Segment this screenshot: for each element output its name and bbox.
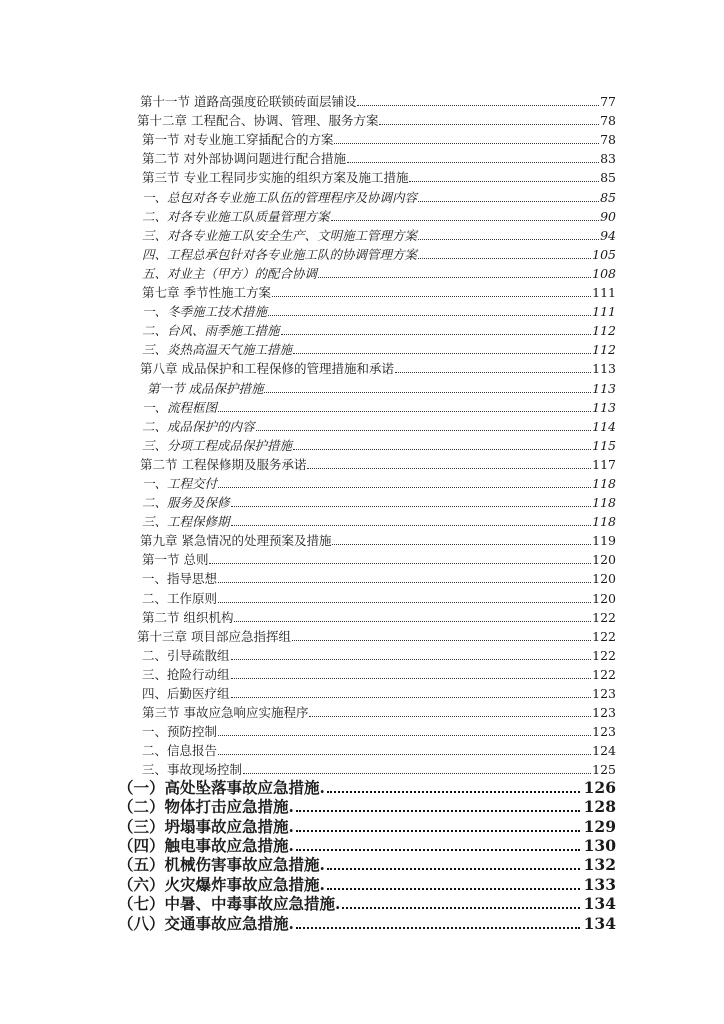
toc-entry[interactable] (142, 166, 616, 185)
toc-dot-leader (231, 524, 592, 526)
toc-entry-page: 134 (583, 894, 616, 914)
toc-entry[interactable] (142, 434, 616, 453)
toc-entry[interactable] (140, 90, 616, 109)
toc-entry-page: 94 (600, 227, 616, 243)
toc-entry-page: 128 (583, 797, 616, 817)
toc-entry[interactable] (142, 739, 616, 758)
toc-entry-title: 第十一节 道路高强度砼联锁砖面层铺设 (140, 94, 357, 110)
toc-entry[interactable] (118, 777, 616, 796)
toc-dot-leader (231, 658, 592, 660)
toc-entry[interactable] (118, 894, 616, 913)
toc-entry-title: 三、分项工程成品保护措施 (142, 437, 293, 453)
toc-entry-page: 85 (600, 189, 616, 205)
toc-entry-title: 第二节 对外部协调问题进行配合措施 (142, 151, 346, 167)
toc-entry-page: 111 (592, 285, 616, 301)
toc-dot-leader (268, 314, 591, 316)
toc-entry-page: 125 (592, 762, 616, 778)
toc-entry[interactable] (142, 720, 616, 739)
toc-entry-page: 122 (592, 609, 616, 625)
toc-entry-page: 130 (583, 835, 616, 855)
toc-entry-title: 二、引导疏散组 (142, 647, 230, 663)
toc-entry-page: 120 (592, 571, 616, 587)
toc-entry-title: 一、流程框图 (142, 399, 218, 415)
toc-entry-title: 第一节 总则 (142, 552, 209, 568)
toc-entry[interactable] (142, 319, 616, 338)
toc-entry-title: 三、抢险行动组 (142, 666, 230, 682)
toc-entry-page: 113 (592, 399, 616, 415)
toc-entry-page: 108 (592, 265, 616, 281)
toc-entry-page: 77 (600, 94, 616, 110)
toc-entry[interactable] (142, 243, 616, 262)
toc-entry-title: 第二节 工程保修期及服务承诺 (140, 456, 307, 472)
toc-dot-leader (379, 123, 599, 125)
toc-entry-title: 一、冬季施工技术措施 (142, 304, 268, 320)
toc-dot-leader (231, 696, 592, 698)
toc-entry[interactable] (137, 625, 616, 644)
toc-entry-title: 二、信息报告 (142, 743, 218, 759)
toc-dot-leader (418, 200, 599, 202)
toc-entry-page: 83 (600, 151, 616, 167)
toc-entry-title: （八）交通事故应急措施. (118, 913, 294, 933)
toc-dot-leader (296, 926, 580, 929)
toc-entry-title: 第一节 对专业施工穿插配合的方案 (142, 132, 334, 148)
toc-entry-title: 三、对各专业施工队安全生产、文明施工管理方案 (142, 227, 418, 243)
toc-entry-page: 115 (592, 437, 616, 453)
toc-entry-title: 三、工程保修期 (142, 514, 230, 530)
toc-entry-title: 第一节 成品保护措施 (147, 380, 264, 396)
toc-entry[interactable] (142, 701, 616, 720)
toc-entry-title: 二、成品保护的内容 (142, 418, 255, 434)
toc-entry-title: （一）高处坠落事故应急措施. (118, 777, 325, 797)
toc-dot-leader (243, 772, 591, 774)
toc-entry-page: 119 (592, 533, 616, 549)
toc-dot-leader (264, 391, 591, 393)
toc-entry-page: 113 (592, 380, 616, 396)
toc-entry[interactable] (142, 300, 616, 319)
toc-entry-page: 114 (592, 418, 616, 434)
toc-entry[interactable] (142, 338, 616, 357)
toc-entry[interactable] (147, 376, 616, 395)
toc-entry-page: 122 (592, 666, 616, 682)
toc-dot-leader (218, 601, 591, 603)
toc-entry[interactable] (118, 816, 616, 835)
toc-dot-leader (218, 410, 591, 412)
toc-dot-leader (347, 161, 599, 163)
toc-dot-leader (342, 906, 579, 909)
toc-dot-leader (332, 543, 591, 545)
toc-dot-leader (218, 734, 591, 736)
toc-entry[interactable] (118, 913, 616, 932)
toc-entry[interactable] (142, 262, 616, 281)
toc-entry-title: 二、服务及保修 (142, 495, 230, 511)
toc-dot-leader (296, 848, 580, 851)
toc-dot-leader (209, 562, 591, 564)
toc-dot-leader (272, 295, 591, 297)
toc-entry[interactable] (142, 491, 616, 510)
toc-dot-leader (231, 677, 592, 679)
toc-entry[interactable] (142, 644, 616, 663)
toc-entry-page: 120 (592, 590, 616, 606)
toc-dot-leader (327, 867, 580, 870)
toc-entry-page: 122 (592, 647, 616, 663)
toc-entry-page: 134 (583, 913, 616, 933)
toc-dot-leader (293, 352, 591, 354)
toc-entry[interactable] (142, 205, 616, 224)
toc-entry-title: 三、炎热高温天气施工措施 (142, 342, 293, 358)
toc-entry-page: 78 (600, 132, 616, 148)
toc-entry-page: 117 (592, 456, 616, 472)
toc-dot-leader (309, 715, 591, 717)
toc-entry-title: 第三节 事故应急响应实施程序 (142, 705, 309, 721)
toc-entry-page: 126 (583, 777, 616, 797)
toc-entry-title: 一、总包对各专业施工队伍的管理程序及协调内容 (142, 189, 418, 205)
toc-entry-page: 85 (600, 170, 616, 186)
toc-entry-title: 四、后勤医疗组 (142, 686, 230, 701)
toc-entry-title: （四）触电事故应急措施. (118, 835, 294, 855)
toc-entry[interactable] (142, 567, 616, 586)
toc-entry[interactable] (142, 128, 616, 147)
table-of-contents (0, 90, 724, 933)
toc-entry-title: （五）机械伤害事故应急措施. (118, 855, 325, 875)
toc-entry-page: 118 (592, 514, 616, 530)
toc-dot-leader (331, 219, 600, 221)
toc-entry[interactable] (118, 855, 616, 874)
toc-dot-leader (256, 429, 592, 431)
toc-entry-title: 一、工程交付 (142, 475, 218, 491)
toc-entry-page: 90 (600, 208, 616, 224)
toc-entry-title: 四、工程总承包针对各专业施工队的协调管理方案 (142, 246, 418, 262)
toc-entry-title: （二）物体打击应急措施. (118, 797, 294, 817)
toc-entry-title: （七）中暑、中毒事故应急措施. (118, 894, 341, 914)
toc-entry[interactable] (142, 758, 616, 777)
toc-dot-leader (218, 581, 591, 583)
toc-entry-page: 118 (592, 495, 616, 511)
toc-entry-page: 122 (592, 628, 616, 644)
toc-entry[interactable] (142, 606, 616, 625)
toc-entry[interactable] (140, 529, 616, 548)
toc-dot-leader (296, 829, 580, 832)
toc-entry[interactable] (118, 797, 616, 816)
toc-entry-page: 124 (592, 743, 616, 759)
toc-entry-page: 133 (583, 874, 616, 894)
toc-entry-title: 二、对各专业施工队质量管理方案 (142, 208, 330, 224)
toc-entry[interactable] (140, 453, 616, 472)
toc-dot-leader (318, 276, 591, 278)
toc-entry[interactable] (118, 836, 616, 855)
toc-entry-title: （三）坍塌事故应急措施. (118, 816, 294, 836)
toc-entry-title: 第二节 组织机构 (142, 609, 234, 625)
toc-entry[interactable] (142, 472, 616, 491)
toc-entry[interactable] (142, 663, 616, 682)
toc-entry[interactable] (142, 682, 616, 701)
toc-entry-page: 78 (600, 113, 616, 129)
toc-dot-leader (292, 639, 591, 641)
toc-entry-title: 第三节 专业工程同步实施的组织方案及施工措施 (142, 170, 409, 186)
toc-entry-title: 第十二章 工程配合、协调、管理、服务方案 (137, 113, 379, 129)
toc-dot-leader (296, 809, 580, 812)
toc-entry-page: 123 (592, 686, 616, 701)
toc-entry-title: 第八章 成品保护和工程保修的管理措施和承诺 (140, 361, 394, 377)
toc-dot-leader (281, 333, 592, 335)
toc-entry-title: 第十三章 项目部应急指挥组 (137, 628, 291, 644)
toc-entry[interactable] (142, 224, 616, 243)
toc-entry-title: 第七章 季节性施工方案 (142, 285, 271, 301)
toc-entry-title: 第九章 紧急情况的处理预案及措施 (140, 533, 332, 549)
toc-entry[interactable] (118, 874, 616, 893)
toc-dot-leader (234, 620, 591, 622)
toc-entry[interactable] (142, 185, 616, 204)
toc-dot-leader (218, 486, 591, 488)
toc-entry-page: 112 (592, 323, 616, 339)
toc-dot-leader (307, 467, 591, 469)
toc-entry-title: 三、事故现场控制 (142, 762, 243, 778)
toc-dot-leader (231, 505, 592, 507)
toc-entry[interactable] (142, 281, 616, 300)
toc-entry-page: 118 (592, 475, 616, 491)
toc-entry[interactable] (142, 510, 616, 529)
toc-entry[interactable] (142, 415, 616, 434)
toc-dot-leader (418, 238, 599, 240)
toc-dot-leader (334, 142, 599, 144)
toc-entry-title: 一、指导思想 (142, 571, 218, 587)
toc-entry-page: 132 (583, 855, 616, 875)
toc-entry-page: 105 (592, 246, 616, 262)
toc-entry-page: 129 (583, 816, 616, 836)
toc-entry-title: 五、对业主（甲方）的配合协调 (142, 265, 318, 281)
toc-dot-leader (418, 257, 591, 259)
toc-dot-leader (357, 104, 599, 106)
toc-dot-leader (395, 371, 591, 373)
toc-dot-leader (293, 448, 591, 450)
toc-entry-title: 二、工作原则 (142, 590, 218, 606)
toc-entry[interactable] (140, 357, 616, 376)
toc-entry[interactable] (137, 109, 616, 128)
toc-entry[interactable] (142, 147, 616, 166)
toc-entry-page: 112 (592, 342, 616, 358)
toc-entry[interactable] (142, 586, 616, 605)
toc-entry-title: 一、预防控制 (142, 724, 218, 740)
toc-entry-page: 123 (592, 724, 616, 740)
toc-dot-leader (327, 790, 580, 793)
toc-entry-page: 123 (592, 705, 616, 721)
toc-entry-page: 113 (592, 361, 616, 377)
toc-dot-leader (327, 887, 580, 890)
toc-entry-page: 111 (592, 304, 616, 320)
toc-entry[interactable] (142, 396, 616, 415)
toc-entry-title: 二、台风、雨季施工措施 (142, 323, 280, 339)
toc-entry-title: （六）火灾爆炸事故应急措施. (118, 874, 325, 894)
toc-dot-leader (409, 180, 599, 182)
toc-entry-page: 120 (592, 552, 616, 568)
toc-entry[interactable] (142, 548, 616, 567)
toc-dot-leader (218, 753, 591, 755)
